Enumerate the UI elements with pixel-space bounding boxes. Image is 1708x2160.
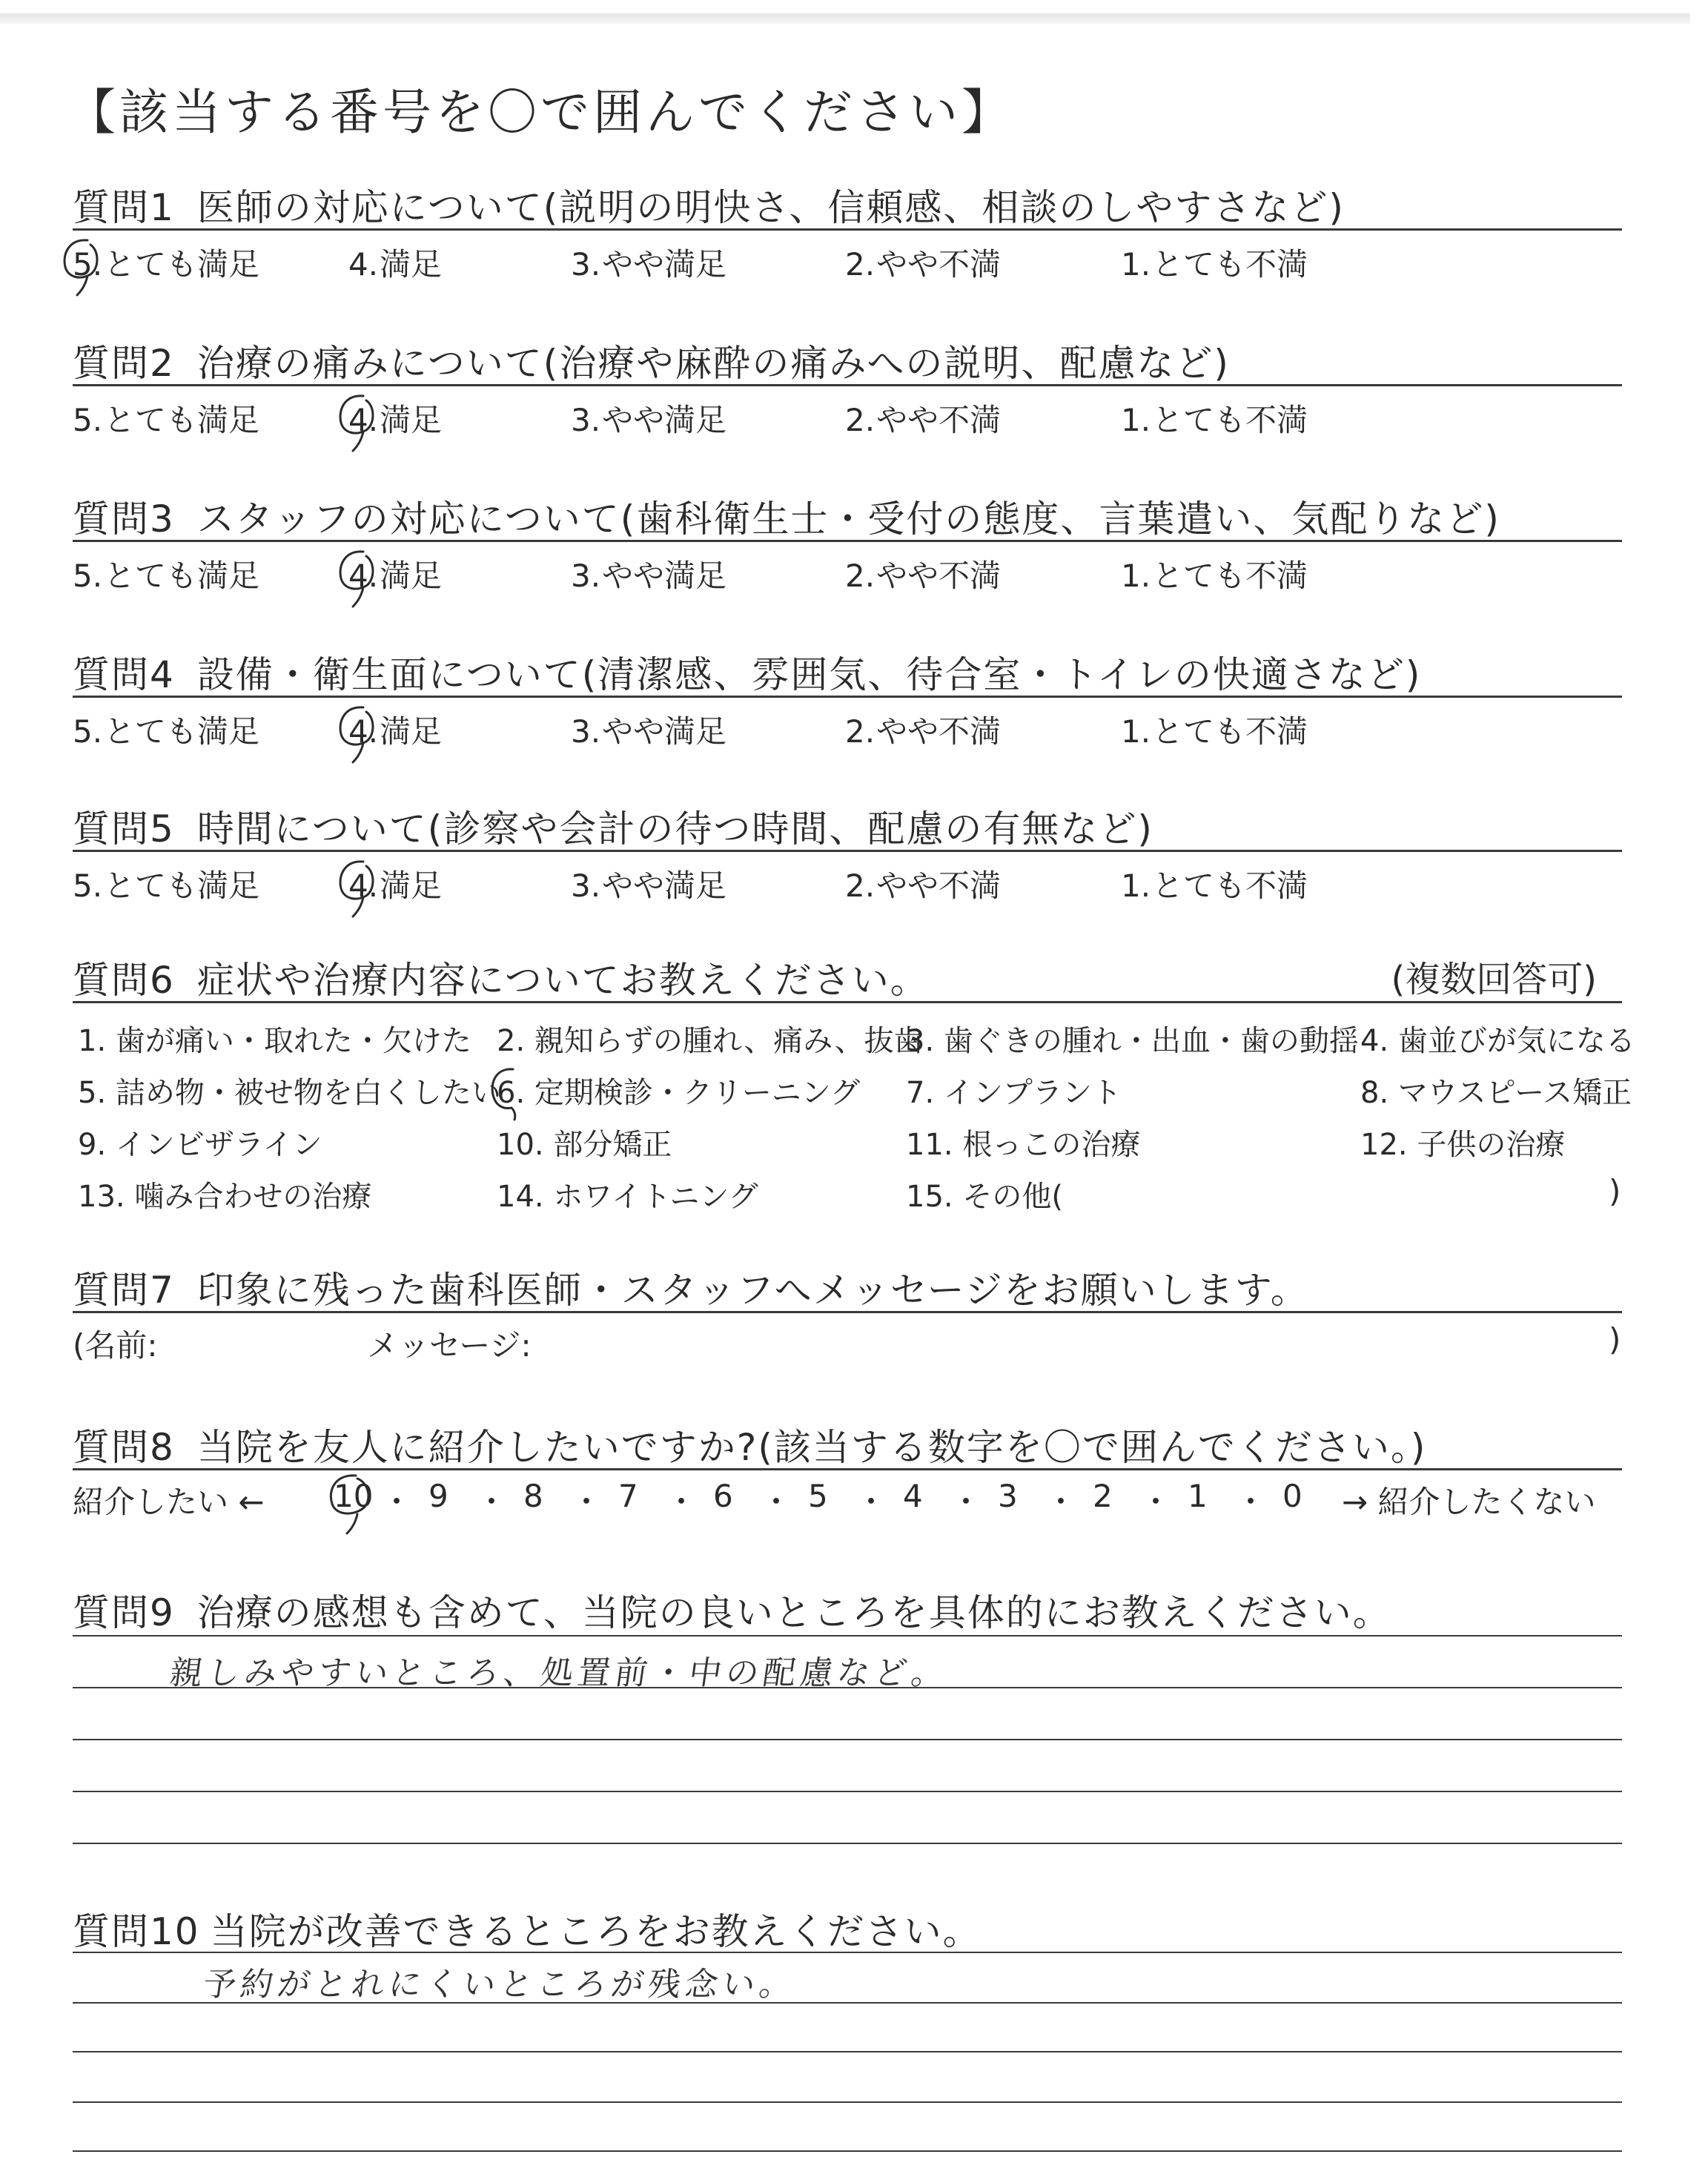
q10-line-5 <box>73 2150 1622 2152</box>
scale-separator: ・ <box>381 1484 413 1520</box>
q6-option-5[interactable]: 5. 詰め物・被せ物を白くしたい <box>78 1076 501 1110</box>
scale-value-5[interactable]: 5 <box>808 1478 828 1514</box>
q7-underline <box>73 1311 1622 1313</box>
q6-title <box>73 951 929 1004</box>
scan-edge <box>0 13 1690 24</box>
q2-text: 治療の痛みについて(治療や麻酔の痛みへの説明、配慮など) <box>196 342 1230 385</box>
option-label: やや不満 <box>876 868 1002 904</box>
q1-option-4[interactable] <box>348 240 442 285</box>
q6-option-9[interactable]: 9. インビザライン <box>78 1128 322 1162</box>
q3-underline <box>73 540 1622 542</box>
q6-option-13[interactable]: 13. 噛み合わせの治療 <box>78 1180 372 1214</box>
option-label: 満足 <box>380 246 443 283</box>
option-label: やや満足 <box>602 246 727 283</box>
q10-handwritten-answer[interactable]: 予約がとれにくいところが残念い。 <box>200 1966 799 2004</box>
option-number: 1. <box>1121 713 1151 750</box>
q6-option-7[interactable]: 7. インプラント <box>906 1076 1122 1110</box>
form-instruction-header: 【該当する番号を〇で囲んでください】 <box>67 84 1014 141</box>
q6-option-14[interactable]: 14. ホワイトニング <box>497 1180 758 1214</box>
scale-separator: ・ <box>761 1484 792 1520</box>
q10-line-3 <box>73 2051 1622 2052</box>
option-number: 1. <box>1121 558 1151 594</box>
q9-line-5 <box>73 1843 1622 1844</box>
q5-title <box>73 799 1153 853</box>
option-label: とても不満 <box>1152 558 1308 594</box>
q4-underline <box>73 696 1622 698</box>
scale-value-10[interactable]: 10 <box>334 1478 374 1514</box>
q9-text: 治療の感想も含めて、当院の良いところを具体的にお教えください。 <box>196 1591 1391 1634</box>
option-label: やや満足 <box>602 713 727 750</box>
q5-option-4[interactable] <box>348 862 442 906</box>
scale-value-3[interactable]: 3 <box>998 1478 1018 1514</box>
q6-multiple-note: (複数回答可) <box>1391 959 1597 1000</box>
q3-option-4[interactable] <box>348 552 442 596</box>
q6-option-8[interactable]: 8. マウスピース矯正 <box>1360 1076 1632 1110</box>
q8-underline <box>73 1468 1622 1470</box>
option-number: 3. <box>571 558 601 594</box>
option-number: 2. <box>845 246 875 283</box>
scale-separator: ・ <box>1140 1484 1172 1520</box>
option-number: 1. <box>1121 246 1151 283</box>
q6-number: 質問6 <box>73 959 175 1002</box>
scale-separator: ・ <box>571 1484 603 1520</box>
q5-number: 質問5 <box>73 807 175 851</box>
q8-title <box>73 1418 1426 1471</box>
option-label: 満足 <box>380 402 443 438</box>
option-number: 2. <box>845 713 875 750</box>
q6-option-15[interactable]: 15. その他( <box>906 1180 1063 1214</box>
q7-close-paren: ) <box>1609 1321 1621 1358</box>
q1-option-3[interactable] <box>571 240 726 285</box>
scale-value-9[interactable]: 9 <box>428 1478 448 1514</box>
q2-option-3[interactable] <box>571 396 726 440</box>
option-label: とても不満 <box>1152 402 1308 438</box>
q6-option-6[interactable]: 6. 定期検診・クリーニング <box>497 1076 861 1110</box>
q7-text: 印象に残った歯科医師・スタッフへメッセージをお願いします。 <box>196 1269 1309 1312</box>
q5-option-1[interactable] <box>1121 862 1308 906</box>
q3-option-2[interactable] <box>845 552 1001 596</box>
option-number: 4. <box>348 713 379 750</box>
q5-option-3[interactable] <box>571 862 726 906</box>
scale-value-8[interactable]: 8 <box>523 1478 543 1514</box>
option-number: 4. <box>348 868 379 904</box>
q2-option-5[interactable] <box>73 396 259 440</box>
q7-number: 質問7 <box>73 1269 175 1312</box>
q7-message-field[interactable]: メッセージ: <box>367 1327 532 1364</box>
q4-title <box>73 645 1421 698</box>
option-number: 5. <box>73 402 103 438</box>
q8-text: 当院を友人に紹介したいですか?(該当する数字を〇で囲んでください。) <box>196 1426 1427 1469</box>
option-number: 4. <box>348 558 379 594</box>
scale-separator: ・ <box>950 1484 982 1520</box>
q2-option-1[interactable] <box>1121 396 1308 440</box>
option-number: 2. <box>845 558 875 594</box>
q1-underline <box>73 228 1622 231</box>
q3-option-5[interactable] <box>73 552 259 596</box>
scale-separator: ・ <box>1235 1484 1267 1520</box>
option-number: 4. <box>348 246 379 283</box>
q10-line-4 <box>73 2101 1622 2103</box>
option-number: 5. <box>73 246 103 283</box>
q9-number: 質問9 <box>73 1591 175 1634</box>
q1-number: 質問1 <box>73 186 175 229</box>
q4-option-5[interactable] <box>73 707 259 752</box>
q8-number: 質問8 <box>73 1426 175 1469</box>
q6-option-2[interactable]: 2. 親知らずの腫れ、痛み、抜歯 <box>497 1024 924 1058</box>
q6-underline <box>73 1001 1622 1003</box>
q1-option-1[interactable] <box>1121 240 1308 285</box>
option-number: 4. <box>348 402 379 438</box>
q6-option-3[interactable]: 3. 歯ぐきの腫れ・出血・歯の動揺 <box>906 1024 1359 1058</box>
option-number: 2. <box>845 402 875 438</box>
option-label: とても不満 <box>1152 713 1308 750</box>
q5-option-5[interactable] <box>73 862 259 906</box>
scale-value-7[interactable]: 7 <box>618 1478 638 1514</box>
q2-option-2[interactable] <box>845 396 1001 440</box>
q9-title <box>73 1583 1391 1636</box>
q7-name-field[interactable]: (名前: <box>73 1327 158 1364</box>
option-number: 3. <box>571 868 601 904</box>
q4-option-3[interactable] <box>571 707 726 752</box>
option-number: 1. <box>1121 402 1151 438</box>
scale-value-0[interactable]: 0 <box>1282 1478 1302 1514</box>
scale-separator: ・ <box>476 1484 508 1520</box>
q1-option-2[interactable] <box>845 240 1001 285</box>
option-label: とても満足 <box>104 558 260 594</box>
option-number: 5. <box>73 868 103 904</box>
q8-left-label: 紹介したい ← <box>73 1484 265 1520</box>
q4-option-4[interactable] <box>348 707 442 752</box>
q9-line-4 <box>73 1791 1622 1792</box>
option-label: 満足 <box>380 868 443 904</box>
q3-title <box>73 489 1500 543</box>
option-number: 2. <box>845 868 875 904</box>
q4-text: 設備・衛生面について(清潔感、雰囲気、待合室・トイレの快適さなど) <box>196 653 1422 696</box>
q3-number: 質問3 <box>73 498 175 541</box>
q8-right-label: → 紹介したくない <box>1342 1484 1596 1520</box>
q10-text: 当院が改善できるところをお教えください。 <box>210 1910 982 1953</box>
option-label: とても満足 <box>104 246 260 283</box>
option-label: やや満足 <box>602 868 727 904</box>
option-label: とても不満 <box>1152 246 1308 283</box>
q6-option-11[interactable]: 11. 根っこの治療 <box>906 1128 1141 1162</box>
q2-number: 質問2 <box>73 342 175 385</box>
q4-option-2[interactable] <box>845 707 1001 752</box>
option-label: やや満足 <box>602 402 727 438</box>
scale-value-2[interactable]: 2 <box>1093 1478 1113 1514</box>
q2-title <box>73 334 1230 387</box>
option-number: 5. <box>73 558 103 594</box>
q5-text: 時間について(診察や会計の待つ時間、配慮の有無など) <box>196 807 1153 851</box>
q10-number: 質問10 <box>73 1910 200 1953</box>
q9-line-1 <box>73 1635 1622 1636</box>
q6-option-1[interactable]: 1. 歯が痛い・取れた・欠けた <box>78 1024 471 1058</box>
option-number: 3. <box>571 402 601 438</box>
option-number: 5. <box>73 713 103 750</box>
option-label: やや満足 <box>602 558 727 594</box>
option-label: やや不満 <box>876 402 1002 438</box>
option-label: とても満足 <box>104 713 260 750</box>
option-label: やや不満 <box>876 713 1002 750</box>
q2-option-4[interactable] <box>348 396 442 440</box>
scale-separator: ・ <box>1045 1484 1077 1520</box>
option-number: 3. <box>571 246 601 283</box>
option-label: やや不満 <box>876 558 1002 594</box>
scale-value-1[interactable]: 1 <box>1188 1478 1208 1514</box>
q3-text: スタッフの対応について(歯科衛生士・受付の態度、言葉遣い、気配りなど) <box>196 498 1500 541</box>
q6-option-4[interactable]: 4. 歯並びが気になる <box>1360 1024 1635 1058</box>
option-label: とても不満 <box>1152 868 1308 904</box>
q1-title <box>73 178 1345 231</box>
q1-text: 医師の対応について(説明の明快さ、信頼感、相談のしやすさなど) <box>196 186 1345 229</box>
q4-option-1[interactable] <box>1121 707 1308 752</box>
option-label: とても満足 <box>104 868 260 904</box>
q3-option-1[interactable] <box>1121 552 1308 596</box>
q10-title <box>73 1902 982 1955</box>
q9-line-3 <box>73 1739 1622 1740</box>
scale-value-6[interactable]: 6 <box>713 1478 733 1514</box>
q1-option-5[interactable] <box>73 240 259 285</box>
option-label: やや不満 <box>876 246 1002 283</box>
option-label: 満足 <box>380 558 443 594</box>
option-label: 満足 <box>380 713 443 750</box>
q2-underline <box>73 384 1622 386</box>
q6-option-12[interactable]: 12. 子供の治療 <box>1360 1128 1566 1162</box>
q6-text: 症状や治療内容についてお教えください。 <box>196 959 929 1002</box>
q5-underline <box>73 850 1622 852</box>
q5-option-2[interactable] <box>845 862 1001 906</box>
option-number: 1. <box>1121 868 1151 904</box>
q3-option-3[interactable] <box>571 552 726 596</box>
scale-separator: ・ <box>855 1484 887 1520</box>
scale-separator: ・ <box>666 1484 698 1520</box>
q6-option-10[interactable]: 10. 部分矯正 <box>497 1128 672 1162</box>
q10-line-1 <box>73 1952 1622 1953</box>
q4-number: 質問4 <box>73 653 175 696</box>
q7-title <box>73 1261 1309 1314</box>
option-label: とても満足 <box>104 402 260 438</box>
q6-other-close-paren: ) <box>1609 1173 1621 1209</box>
scale-value-4[interactable]: 4 <box>903 1478 923 1514</box>
option-number: 3. <box>571 713 601 750</box>
q9-handwritten-answer[interactable]: 親しみやすいところ、処置前・中の配慮など。 <box>167 1654 951 1692</box>
